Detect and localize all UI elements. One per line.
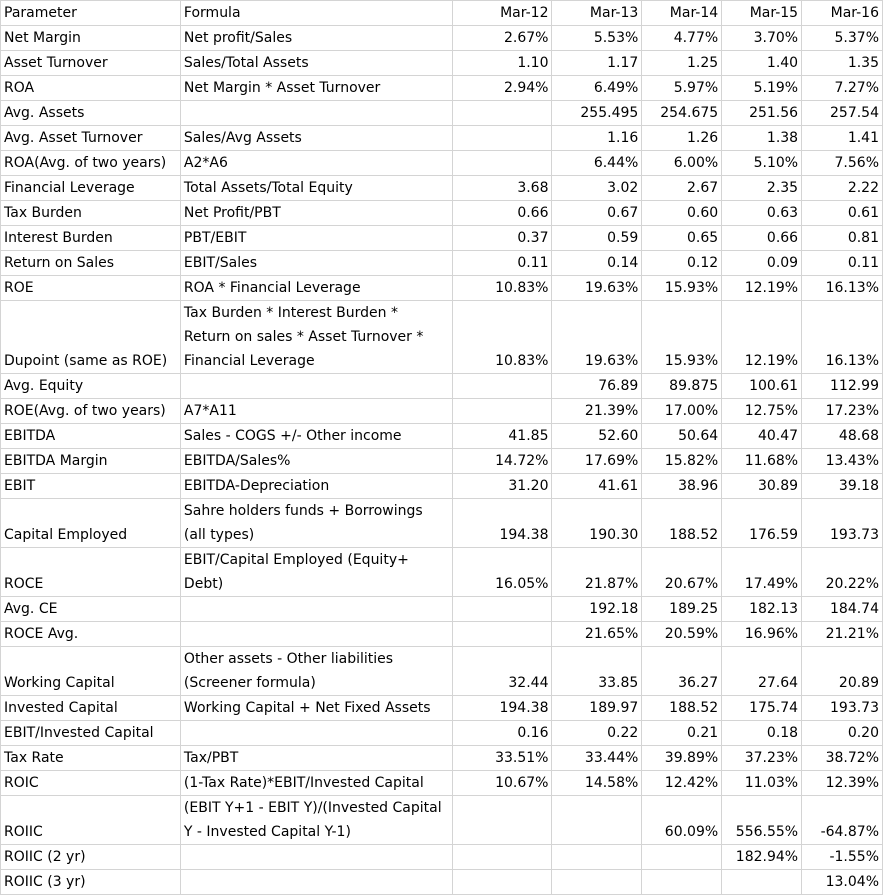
value-cell[interactable]: 254.675 (642, 101, 722, 126)
table-row (1, 76, 883, 101)
value-cell[interactable]: 175.74 (722, 696, 802, 721)
table-row (1, 696, 883, 721)
parameter-cell[interactable]: EBIT/Invested Capital (1, 721, 181, 746)
parameter-cell[interactable]: EBITDA Margin (1, 449, 181, 474)
value-cell[interactable]: 12.19% (722, 301, 802, 374)
parameter-cell[interactable]: ROCE Avg. (1, 622, 181, 647)
formula-line: Other assets - Other liabilities (183, 651, 394, 667)
value-cell[interactable]: 10.83% (452, 301, 552, 374)
formula-line: Tax Burden * Interest Burden * (183, 305, 398, 321)
formula-cell[interactable]: Total Assets/Total Equity (180, 176, 452, 201)
formula-cell[interactable]: Tax/PBT (180, 746, 452, 771)
value-cell[interactable]: 0.21 (642, 721, 722, 746)
value-cell[interactable]: 188.52 (642, 499, 722, 548)
table-row (1, 474, 883, 499)
value-cell[interactable]: 16.96% (722, 622, 802, 647)
formula-cell[interactable]: Net profit/Sales (180, 26, 452, 51)
value-cell[interactable]: 6.00% (642, 151, 722, 176)
value-cell[interactable] (452, 151, 552, 176)
value-cell[interactable]: 5.97% (642, 76, 722, 101)
value-cell[interactable]: 27.64 (722, 647, 802, 696)
table-row (1, 151, 883, 176)
value-cell[interactable]: 1.10 (452, 51, 552, 76)
value-cell[interactable]: 0.11 (802, 251, 883, 276)
value-cell[interactable]: 0.66 (452, 201, 552, 226)
value-cell[interactable]: 188.52 (642, 696, 722, 721)
value-cell[interactable]: 100.61 (722, 374, 802, 399)
value-cell[interactable]: 0.81 (802, 226, 883, 251)
value-cell[interactable]: 0.18 (722, 721, 802, 746)
formula-line: (EBIT Y+1 - EBIT Y)/(Invested Capital (183, 800, 442, 816)
parameter-cell[interactable]: Avg. Equity (1, 374, 181, 399)
value-cell[interactable]: 21.21% (802, 622, 883, 647)
value-cell[interactable]: 16.05% (452, 548, 552, 597)
parameter-cell[interactable]: Net Margin (1, 26, 181, 51)
value-cell[interactable] (452, 126, 552, 151)
table-row (1, 251, 883, 276)
value-cell[interactable]: 38.96 (642, 474, 722, 499)
formula-cell[interactable] (180, 721, 452, 746)
table-row (1, 301, 883, 374)
value-cell[interactable]: 1.16 (552, 126, 642, 151)
value-cell[interactable]: 32.44 (452, 647, 552, 696)
value-cell[interactable]: 0.09 (722, 251, 802, 276)
value-cell[interactable]: 0.14 (552, 251, 642, 276)
value-cell[interactable]: 41.61 (552, 474, 642, 499)
table-row (1, 424, 883, 449)
value-cell[interactable]: 48.68 (802, 424, 883, 449)
formula-line: Financial Leverage (183, 353, 315, 369)
value-cell[interactable]: 182.94% (722, 845, 802, 870)
value-cell[interactable]: 16.13% (802, 276, 883, 301)
value-cell[interactable] (452, 101, 552, 126)
parameter-cell[interactable]: Asset Turnover (1, 51, 181, 76)
formula-cell[interactable]: EBIT/Sales (180, 251, 452, 276)
value-cell[interactable]: 5.53% (552, 26, 642, 51)
parameter-cell[interactable]: Working Capital (1, 647, 181, 696)
value-cell[interactable]: 17.23% (802, 399, 883, 424)
formula-cell[interactable]: (1-Tax Rate)*EBIT/Invested Capital (180, 771, 452, 796)
value-cell[interactable]: 19.63% (552, 301, 642, 374)
header-cell[interactable]: Formula (180, 1, 452, 26)
value-cell[interactable]: 112.99 (802, 374, 883, 399)
table-row (1, 26, 883, 51)
value-cell[interactable]: 21.39% (552, 399, 642, 424)
table-row (1, 101, 883, 126)
table-row (1, 721, 883, 746)
parameter-cell[interactable]: Capital Employed (1, 499, 181, 548)
value-cell[interactable]: 0.37 (452, 226, 552, 251)
value-cell[interactable]: 251.56 (722, 101, 802, 126)
table-row (1, 548, 883, 597)
value-cell[interactable]: 6.49% (552, 76, 642, 101)
formula-line: EBIT/Capital Employed (Equity+ (183, 552, 409, 568)
formula-cell[interactable]: Sales - COGS +/- Other income (180, 424, 452, 449)
formula-cell[interactable]: ROA * Financial Leverage (180, 276, 452, 301)
value-cell[interactable]: 5.19% (722, 76, 802, 101)
value-cell[interactable]: 2.35 (722, 176, 802, 201)
header-cell[interactable]: Mar-12 (452, 1, 552, 26)
value-cell[interactable]: 0.63 (722, 201, 802, 226)
value-cell[interactable]: 16.13% (802, 301, 883, 374)
value-cell[interactable]: 0.66 (722, 226, 802, 251)
value-cell[interactable]: 89.875 (642, 374, 722, 399)
value-cell[interactable]: 13.04% (802, 870, 883, 895)
formula-cell[interactable]: Net Margin * Asset Turnover (180, 76, 452, 101)
formula-cell[interactable] (180, 548, 452, 597)
value-cell[interactable]: 1.25 (642, 51, 722, 76)
value-cell[interactable]: 0.61 (802, 201, 883, 226)
value-cell[interactable]: 193.73 (802, 696, 883, 721)
value-cell[interactable]: 7.27% (802, 76, 883, 101)
value-cell[interactable]: 0.12 (642, 251, 722, 276)
table-row (1, 622, 883, 647)
value-cell[interactable]: 33.44% (552, 746, 642, 771)
parameter-cell[interactable]: ROE (1, 276, 181, 301)
value-cell[interactable]: 184.74 (802, 597, 883, 622)
table-row (1, 870, 883, 895)
table-row (1, 201, 883, 226)
value-cell[interactable]: 30.89 (722, 474, 802, 499)
value-cell[interactable]: 20.89 (802, 647, 883, 696)
formula-line: Sahre holders funds + Borrowings (183, 503, 423, 519)
formula-cell[interactable]: Net Profit/PBT (180, 201, 452, 226)
table-row (1, 647, 883, 696)
formula-cell[interactable]: A2*A6 (180, 151, 452, 176)
formula-line: (all types) (183, 527, 255, 543)
value-cell[interactable]: 1.41 (802, 126, 883, 151)
value-cell[interactable]: 193.73 (802, 499, 883, 548)
value-cell[interactable] (452, 399, 552, 424)
value-cell[interactable]: 20.22% (802, 548, 883, 597)
table-row (1, 449, 883, 474)
parameter-cell[interactable]: Return on Sales (1, 251, 181, 276)
value-cell[interactable]: 1.17 (552, 51, 642, 76)
formula-cell[interactable]: Sales/Total Assets (180, 51, 452, 76)
value-cell[interactable]: 15.93% (642, 301, 722, 374)
value-cell[interactable] (552, 870, 642, 895)
parameter-cell[interactable]: ROIIC (3 yr) (1, 870, 181, 895)
table-row (1, 276, 883, 301)
formula-cell[interactable]: EBITDA/Sales% (180, 449, 452, 474)
value-cell[interactable]: 38.72% (802, 746, 883, 771)
value-cell[interactable] (642, 870, 722, 895)
value-cell[interactable]: 40.47 (722, 424, 802, 449)
table-row (1, 176, 883, 201)
value-cell[interactable]: 194.38 (452, 499, 552, 548)
value-cell[interactable] (722, 870, 802, 895)
value-cell[interactable]: -1.55% (802, 845, 883, 870)
value-cell[interactable]: 1.35 (802, 51, 883, 76)
formula-line: (Screener formula) (183, 675, 316, 691)
value-cell[interactable]: 192.18 (552, 597, 642, 622)
value-cell[interactable]: 2.67% (452, 26, 552, 51)
formula-cell[interactable]: Working Capital + Net Fixed Assets (180, 696, 452, 721)
table-row (1, 51, 883, 76)
value-cell[interactable]: 12.39% (802, 771, 883, 796)
header-cell[interactable]: Mar-15 (722, 1, 802, 26)
table-row (1, 499, 883, 548)
formula-cell[interactable] (180, 101, 452, 126)
value-cell[interactable]: 20.67% (642, 548, 722, 597)
parameter-cell[interactable]: ROE(Avg. of two years) (1, 399, 181, 424)
value-cell[interactable] (452, 622, 552, 647)
value-cell[interactable]: 10.83% (452, 276, 552, 301)
parameter-cell[interactable]: EBIT (1, 474, 181, 499)
value-cell[interactable]: 20.59% (642, 622, 722, 647)
value-cell[interactable]: 182.13 (722, 597, 802, 622)
parameter-cell[interactable]: Financial Leverage (1, 176, 181, 201)
value-cell[interactable]: 194.38 (452, 696, 552, 721)
value-cell[interactable]: 0.67 (552, 201, 642, 226)
header-cell[interactable]: Mar-13 (552, 1, 642, 26)
table-row (1, 374, 883, 399)
value-cell[interactable]: 15.93% (642, 276, 722, 301)
value-cell[interactable]: 1.40 (722, 51, 802, 76)
value-cell[interactable]: 14.58% (552, 771, 642, 796)
value-cell[interactable]: 190.30 (552, 499, 642, 548)
table-row (1, 597, 883, 622)
formula-line: Y - Invested Capital Y-1) (183, 824, 351, 840)
formula-line: Debt) (183, 576, 224, 592)
value-cell[interactable]: 0.59 (552, 226, 642, 251)
formula-cell[interactable] (180, 796, 452, 845)
value-cell[interactable]: 2.67 (642, 176, 722, 201)
value-cell[interactable]: 176.59 (722, 499, 802, 548)
value-cell[interactable]: 1.38 (722, 126, 802, 151)
formula-cell[interactable] (180, 499, 452, 548)
value-cell[interactable]: 52.60 (552, 424, 642, 449)
parameter-cell[interactable]: Dupoint (same as ROE) (1, 301, 181, 374)
formula-line: Return on sales * Asset Turnover * (183, 329, 424, 345)
value-cell[interactable]: -64.87% (802, 796, 883, 845)
formula-cell[interactable] (180, 374, 452, 399)
parameter-cell[interactable]: ROA(Avg. of two years) (1, 151, 181, 176)
value-cell[interactable]: 255.495 (552, 101, 642, 126)
value-cell[interactable]: 11.68% (722, 449, 802, 474)
value-cell[interactable]: 0.22 (552, 721, 642, 746)
value-cell[interactable]: 11.03% (722, 771, 802, 796)
value-cell[interactable]: 2.94% (452, 76, 552, 101)
parameter-cell[interactable]: Avg. Assets (1, 101, 181, 126)
value-cell[interactable]: 189.97 (552, 696, 642, 721)
parameter-cell[interactable]: ROA (1, 76, 181, 101)
value-cell[interactable]: 17.49% (722, 548, 802, 597)
value-cell[interactable]: 12.42% (642, 771, 722, 796)
parameter-cell[interactable]: Invested Capital (1, 696, 181, 721)
parameter-cell[interactable]: Avg. Asset Turnover (1, 126, 181, 151)
formula-cell[interactable]: EBITDA-Depreciation (180, 474, 452, 499)
table-row (1, 126, 883, 151)
parameter-cell[interactable]: Tax Burden (1, 201, 181, 226)
value-cell[interactable]: 21.87% (552, 548, 642, 597)
header-cell[interactable]: Parameter (1, 1, 181, 26)
value-cell[interactable]: 5.37% (802, 26, 883, 51)
value-cell[interactable]: 39.18 (802, 474, 883, 499)
value-cell[interactable]: 17.69% (552, 449, 642, 474)
value-cell[interactable]: 76.89 (552, 374, 642, 399)
value-cell[interactable]: 2.22 (802, 176, 883, 201)
value-cell[interactable]: 6.44% (552, 151, 642, 176)
value-cell[interactable]: 50.64 (642, 424, 722, 449)
value-cell[interactable]: 60.09% (642, 796, 722, 845)
value-cell[interactable]: 0.16 (452, 721, 552, 746)
value-cell[interactable]: 33.85 (552, 647, 642, 696)
value-cell[interactable]: 36.27 (642, 647, 722, 696)
value-cell[interactable]: 31.20 (452, 474, 552, 499)
header-row (1, 1, 883, 26)
parameter-cell[interactable]: Interest Burden (1, 226, 181, 251)
value-cell[interactable]: 0.20 (802, 721, 883, 746)
value-cell[interactable] (452, 796, 552, 845)
formula-cell[interactable]: Sales/Avg Assets (180, 126, 452, 151)
formula-cell[interactable] (180, 622, 452, 647)
value-cell[interactable]: 5.10% (722, 151, 802, 176)
value-cell[interactable]: 7.56% (802, 151, 883, 176)
value-cell[interactable]: 189.25 (642, 597, 722, 622)
value-cell[interactable]: 0.11 (452, 251, 552, 276)
parameter-cell[interactable]: ROIC (1, 771, 181, 796)
value-cell[interactable]: 33.51% (452, 746, 552, 771)
value-cell[interactable]: 3.02 (552, 176, 642, 201)
table-row (1, 399, 883, 424)
value-cell[interactable]: 12.75% (722, 399, 802, 424)
parameter-cell[interactable]: ROIIC (2 yr) (1, 845, 181, 870)
parameter-cell[interactable]: ROIIC (1, 796, 181, 845)
value-cell[interactable]: 556.55% (722, 796, 802, 845)
value-cell[interactable]: 3.70% (722, 26, 802, 51)
header-cell[interactable]: Mar-14 (642, 1, 722, 26)
value-cell[interactable]: 37.23% (722, 746, 802, 771)
parameter-cell[interactable]: EBITDA (1, 424, 181, 449)
table-row (1, 226, 883, 251)
formula-cell[interactable] (180, 597, 452, 622)
value-cell[interactable]: 257.54 (802, 101, 883, 126)
table-row (1, 771, 883, 796)
table-row (1, 746, 883, 771)
value-cell[interactable]: 14.72% (452, 449, 552, 474)
value-cell[interactable] (452, 597, 552, 622)
value-cell[interactable]: 0.60 (642, 201, 722, 226)
formula-cell[interactable] (180, 301, 452, 374)
parameter-cell[interactable]: ROCE (1, 548, 181, 597)
value-cell[interactable]: 41.85 (452, 424, 552, 449)
value-cell[interactable]: 4.77% (642, 26, 722, 51)
table-row (1, 796, 883, 845)
value-cell[interactable]: 13.43% (802, 449, 883, 474)
value-cell[interactable]: 12.19% (722, 276, 802, 301)
formula-cell[interactable]: PBT/EBIT (180, 226, 452, 251)
value-cell[interactable]: 39.89% (642, 746, 722, 771)
value-cell[interactable] (452, 374, 552, 399)
value-cell[interactable]: 17.00% (642, 399, 722, 424)
formula-cell[interactable] (180, 870, 452, 895)
parameter-cell[interactable]: Tax Rate (1, 746, 181, 771)
formula-cell[interactable] (180, 647, 452, 696)
value-cell[interactable]: 1.26 (642, 126, 722, 151)
value-cell[interactable]: 0.65 (642, 226, 722, 251)
header-cell[interactable]: Mar-16 (802, 1, 883, 26)
formula-cell[interactable]: A7*A11 (180, 399, 452, 424)
value-cell[interactable]: 3.68 (452, 176, 552, 201)
parameter-cell[interactable]: Avg. CE (1, 597, 181, 622)
value-cell[interactable]: 21.65% (552, 622, 642, 647)
value-cell[interactable]: 10.67% (452, 771, 552, 796)
value-cell[interactable]: 19.63% (552, 276, 642, 301)
value-cell[interactable]: 15.82% (642, 449, 722, 474)
value-cell[interactable] (552, 796, 642, 845)
value-cell[interactable] (452, 870, 552, 895)
